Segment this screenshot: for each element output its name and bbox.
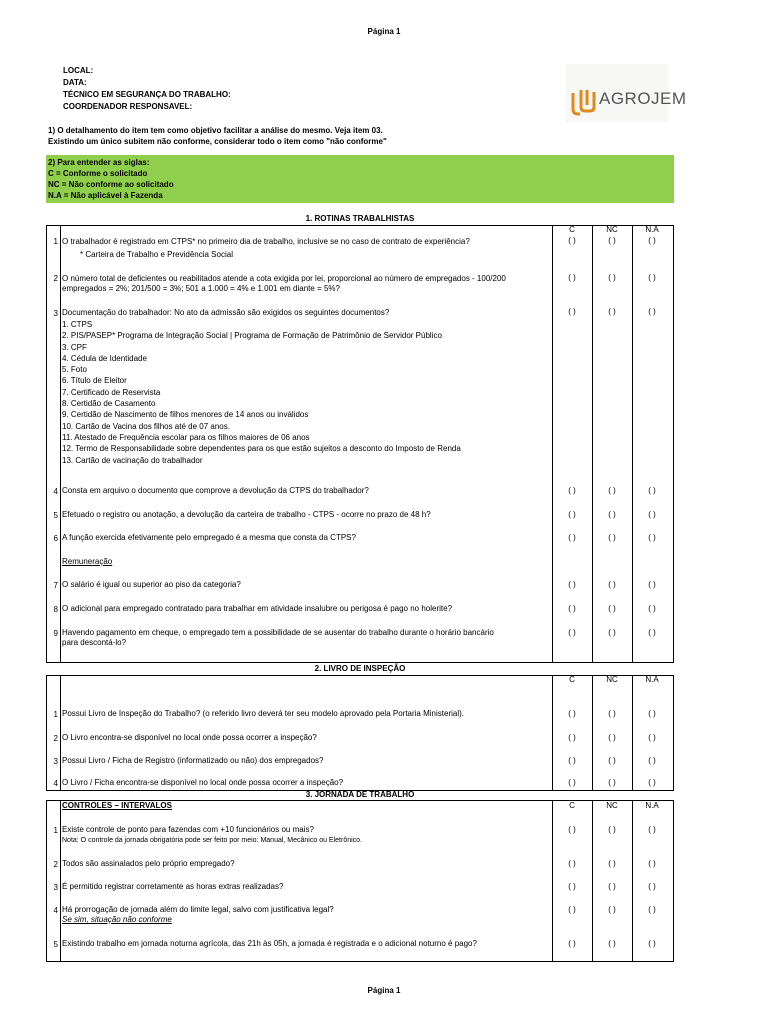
coordenador-label: COORDENADOR RESPONSAVEL: (63, 102, 193, 111)
s1-q4-na[interactable]: ( ) (648, 486, 656, 495)
s1-q7-text: O salário é igual ou superior ao piso da categoria? (62, 580, 241, 589)
legend-c: C = Conforme o solicitado (48, 169, 148, 178)
s2-q4-text: O Livro / Ficha encontra-se disponível no local onde possa ocorrer a inspeção? (62, 778, 344, 787)
doc-item: 12. Termo de Responsabilidade sobre dependentes para os que estão sujeitos a desconto do Imposto de Renda (62, 444, 461, 454)
s1-q2-nc[interactable]: ( ) (608, 273, 616, 282)
s1-q9-na[interactable]: ( ) (648, 628, 656, 637)
doc-item: 4. Cédula de Identidade (62, 353, 147, 363)
s2-q4-c[interactable]: ( ) (568, 778, 576, 787)
legend-title: 2) Para entender as siglas: (48, 158, 150, 167)
intro-text (48, 125, 387, 147)
s1-q2-text-a: O número total de deficientes ou reabilitados atende a cota exigida por lei, proporcional ao número de empregados - 100/200 (62, 274, 506, 283)
s1-q9-num: 9 (53, 629, 58, 638)
s1-q7-nc[interactable]: ( ) (608, 580, 616, 589)
s1-q9-nc[interactable]: ( ) (608, 628, 616, 637)
s2-q4-nc[interactable]: ( ) (608, 778, 616, 787)
s3-q4-num: 4 (53, 906, 58, 915)
s1-q5-num: 5 (53, 511, 58, 520)
s3-q1-c[interactable]: ( ) (568, 825, 576, 834)
s3-q5-nc[interactable]: ( ) (608, 939, 616, 948)
s1-q3-c[interactable]: ( ) (568, 307, 576, 316)
s2-q3-na[interactable]: ( ) (648, 756, 656, 765)
s1-q5-nc[interactable]: ( ) (608, 510, 616, 519)
agrojem-logo (566, 64, 687, 122)
s1-q1-note: * Carteira de Trabalho e Previdência Social (80, 250, 233, 259)
s1-q8-text: O adicional para empregado contratado para trabalhar em atividade insalubre ou perigosa é pago no holerite? (62, 604, 453, 613)
s2-q1-na[interactable]: ( ) (648, 709, 656, 718)
s3-q5-num: 5 (53, 940, 58, 949)
local-label: LOCAL: (63, 66, 94, 75)
s1-q6-c[interactable]: ( ) (568, 533, 576, 542)
s1-q4-c[interactable]: ( ) (568, 486, 576, 495)
s2-col-nc: NC (606, 675, 618, 684)
s3-q2-nc[interactable]: ( ) (608, 859, 616, 868)
page-label-top: Página 1 (367, 27, 401, 36)
s1-q6-nc[interactable]: ( ) (608, 533, 616, 542)
section-3-title: 3. JORNADA DE TRABALHO (305, 790, 415, 799)
s2-q3-nc[interactable]: ( ) (608, 756, 616, 765)
s2-q4-num: 4 (53, 779, 58, 788)
section-1-title: 1. ROTINAS TRABALHISTAS (305, 214, 415, 223)
s1-q4-text: Consta em arquivo o documento que comprove a devolução da CTPS do trabalhador? (62, 486, 369, 495)
s3-q3-nc[interactable]: ( ) (608, 882, 616, 891)
s1-q7-na[interactable]: ( ) (648, 580, 656, 589)
s1-q6-num: 6 (53, 534, 58, 543)
remuneracao-heading: Remuneração (62, 557, 113, 566)
s3-q4-nc[interactable]: ( ) (608, 905, 616, 914)
doc-item: 9. Certidão de Nascimento de filhos menores de 14 anos ou inválidos (62, 410, 309, 420)
s2-q4-na[interactable]: ( ) (648, 778, 656, 787)
s1-q8-c[interactable]: ( ) (568, 604, 576, 613)
s1-q2-num: 2 (53, 274, 58, 283)
doc-item: 8. Certidão de Casamento (62, 399, 156, 409)
s3-q5-c[interactable]: ( ) (568, 939, 576, 948)
s1-q9-text-a: Havendo pagamento em cheque, o empregado tem a possibilidade de se ausentar do trabalho durante o horário bancário (62, 628, 494, 637)
intro-line-1: 1) O detalhamento do item tem como objetivo facilitar a análise do mesmo. Veja item 03. (48, 126, 383, 135)
s2-q1-nc[interactable]: ( ) (608, 709, 616, 718)
s3-q3-c[interactable]: ( ) (568, 882, 576, 891)
s1-q2-text-b: empregados = 2%; 201/500 = 3%; 501 a 1.000 = 4% e 1.001 em diante = 5%? (62, 284, 340, 293)
s3-q1-text: Existe controle de ponto para fazendas com +10 funcionários ou mais? (62, 825, 314, 834)
s3-q2-na[interactable]: ( ) (648, 859, 656, 868)
legend-box (46, 155, 674, 203)
doc-item: 5. Foto (62, 365, 87, 375)
s1-q5-c[interactable]: ( ) (568, 510, 576, 519)
data-label: DATA: (63, 78, 87, 87)
s1-q6-text: A função exercida efetivamente pelo empregado é a mesma que consta da CTPS? (62, 533, 356, 542)
s1-q9-c[interactable]: ( ) (568, 628, 576, 637)
s1-q5-text: Efetuado o registro ou anotação, a devolução da carteira de trabalho - CTPS - ocorre no prazo de 48 h? (62, 510, 431, 519)
s2-q2-num: 2 (53, 734, 58, 743)
page-label-bottom: Página 1 (367, 986, 401, 995)
s1-q4-nc[interactable]: ( ) (608, 486, 616, 495)
s1-q1-text: O trabalhador é registrado em CTPS* no primeiro dia de trabalho, inclusive se no caso de contrato de experiência? (62, 237, 470, 246)
s3-col-nc: NC (606, 801, 618, 810)
s3-q3-text: É permitido registrar corretamente as horas extras realizadas? (62, 882, 284, 891)
s1-col-na: N.A (645, 225, 659, 234)
s3-q4-text: Há prorrogação de jornada além do limite legal, salvo com justificativa legal? (62, 905, 334, 914)
s1-q7-c[interactable]: ( ) (568, 580, 576, 589)
doc-item: 10. Cartão de Vacina dos filhos até de 07 anos. (62, 421, 230, 431)
agrojem-logo-icon (570, 87, 598, 117)
doc-item: 1. CTPS (62, 320, 93, 329)
s1-q3-na[interactable]: ( ) (648, 307, 656, 316)
s3-q2-c[interactable]: ( ) (568, 859, 576, 868)
doc-item: 13. Cartão de vacinação do trabalhador (62, 455, 203, 465)
s1-q8-num: 8 (53, 605, 58, 614)
s3-q2-num: 2 (53, 860, 58, 869)
legend-na: N.A = Não aplicável à Fazenda (48, 191, 163, 200)
s3-q1-nc[interactable]: ( ) (608, 825, 616, 834)
s1-q1-na[interactable]: ( ) (648, 236, 656, 245)
s2-col-c: C (569, 675, 575, 684)
s1-q3-text: Documentação do trabalhador: No ato da admissão são exigidos os seguintes documentos? (62, 308, 390, 317)
doc-item: 6. Título de Eleitor (62, 376, 127, 386)
s1-q3-nc[interactable]: ( ) (608, 307, 616, 316)
s1-col-c: C (569, 225, 575, 234)
s2-col-na: N.A (645, 675, 659, 684)
s2-q3-c[interactable]: ( ) (568, 756, 576, 765)
s3-q3-na[interactable]: ( ) (648, 882, 656, 891)
s3-q2-text: Todos são assinalados pelo próprio empregado? (62, 859, 235, 868)
s1-q4-num: 4 (53, 487, 58, 496)
s3-q1-note: Nota: O controle da jornada obrigatória pode ser feito por meio: Manual, Mecânico ou Eletrônico. (62, 837, 363, 844)
s1-q1-num: 1 (53, 237, 58, 246)
s2-q2-text: O Livro encontra-se disponível no local onde possa ocorrer a inspeção? (62, 733, 317, 742)
s1-q8-nc[interactable]: ( ) (608, 604, 616, 613)
s1-q1-c[interactable]: ( ) (568, 236, 576, 245)
s1-q2-na[interactable]: ( ) (648, 273, 656, 282)
s1-q8-na[interactable]: ( ) (648, 604, 656, 613)
doc-item: 7. Certificado de Reservista (62, 387, 161, 397)
section-2-title: 2. LIVRO DE INSPEÇÃO (314, 664, 406, 673)
s2-q3-text: Possui Livro / Ficha de Registro (informatizado ou não) dos empregados? (62, 756, 324, 765)
s1-col-nc: NC (606, 225, 618, 234)
s3-q5-text: Existindo trabalho em jornada noturna agrícola, das 21h às 05h, a jornada é registrada e o adicional noturno é pago? (62, 939, 477, 948)
s3-q5-na[interactable]: ( ) (648, 939, 656, 948)
s1-q2-c[interactable]: ( ) (568, 273, 576, 282)
s3-col-c: C (569, 801, 575, 810)
logo-text: AGROJEM (599, 89, 687, 108)
s3-q4-note: Se sim, situação não conforme (62, 915, 172, 924)
section-3-subtitle: CONTROLES – INTERVALOS (62, 801, 172, 810)
s3-q3-num: 3 (53, 883, 58, 892)
tecnico-label: TÉCNICO EM SEGURANÇA DO TRABALHO: (63, 90, 231, 99)
doc-item: 11. Atestado de Frequência escolar para os filhos maiores de 06 anos (62, 432, 310, 442)
intro-line-2: Existindo um único subitem não conforme, considerar todo o item como "não conforme" (48, 137, 387, 146)
s2-q2-nc[interactable]: ( ) (608, 733, 616, 742)
s3-q1-na[interactable]: ( ) (648, 825, 656, 834)
s1-q9-text-b: para descontá-lo? (62, 638, 127, 647)
s2-q1-c[interactable]: ( ) (568, 709, 576, 718)
s1-q6-na[interactable]: ( ) (648, 533, 656, 542)
s3-q4-na[interactable]: ( ) (648, 905, 656, 914)
s2-q3-num: 3 (53, 757, 58, 766)
header-fields (63, 65, 231, 113)
s3-q4-c[interactable]: ( ) (568, 905, 576, 914)
legend-nc: NC = Não conforme ao solicitado (48, 180, 174, 189)
s1-q1-nc[interactable]: ( ) (608, 236, 616, 245)
s2-q2-na[interactable]: ( ) (648, 733, 656, 742)
s1-q3-num: 3 (53, 309, 58, 318)
s1-docs-list (62, 320, 461, 467)
doc-item: 2. PIS/PASEP* Programa de Integração Social | Programa de Formação de Patrimônio de Servidor Público (62, 331, 442, 341)
doc-item: 3. CPF (62, 342, 87, 352)
s2-q1-num: 1 (53, 710, 58, 719)
s1-q7-num: 7 (53, 581, 58, 590)
s2-q1-text: Possui Livro de Inspeção do Trabalho? (o referido livro deverá ter seu modelo aprovado pela Portaria Ministerial). (62, 709, 464, 718)
s1-q5-na[interactable]: ( ) (648, 510, 656, 519)
s2-q2-c[interactable]: ( ) (568, 733, 576, 742)
s3-q1-num: 1 (53, 826, 58, 835)
s3-col-na: N.A (645, 801, 659, 810)
